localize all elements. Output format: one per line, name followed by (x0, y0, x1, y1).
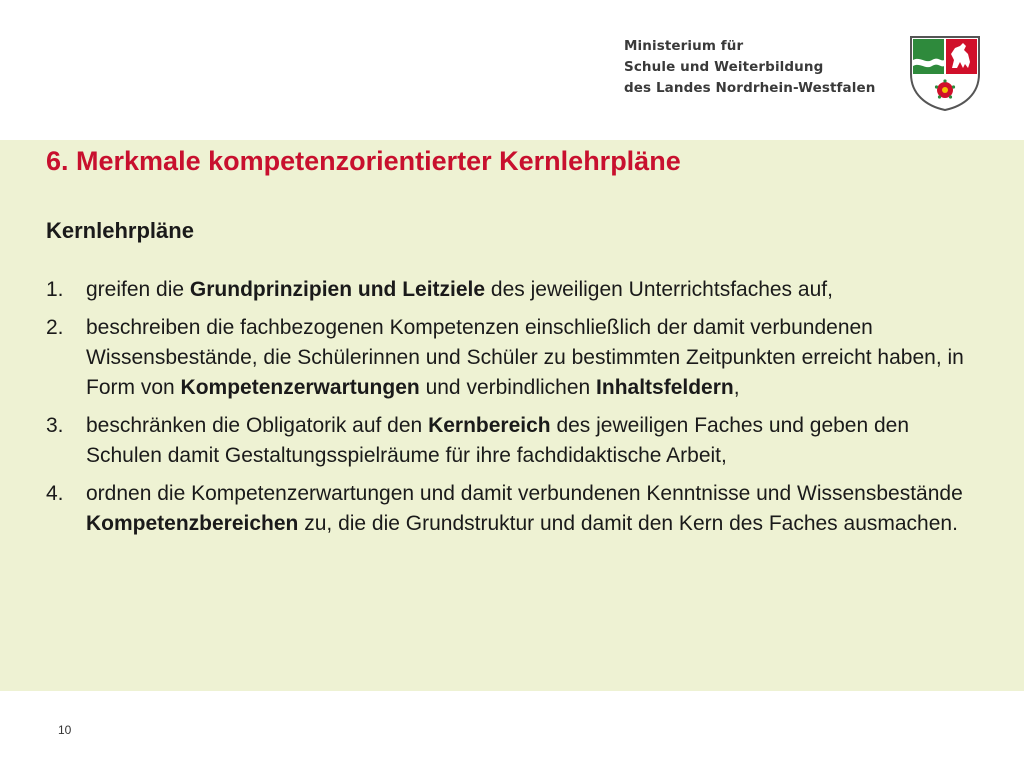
item-bold-term: Grundprinzipien und Leitziele (189, 278, 486, 301)
item-number: 3. (46, 414, 64, 437)
item-text (86, 479, 976, 539)
item-number: 1. (46, 278, 64, 301)
item-text-part: , (733, 376, 740, 399)
item-bold-term: Kernbereich (428, 414, 551, 437)
slide-header (0, 0, 1024, 140)
item-text-part: zu, die die Grundstruktur und damit den Kern des Faches ausmachen. (298, 512, 958, 535)
item-bold-term: Kompetenzerwartungen (180, 376, 420, 399)
nrw-coat-of-arms-icon (908, 34, 982, 112)
ministry-name (624, 36, 875, 99)
item-text-part: beschränken die Obligatorik auf den (86, 414, 429, 437)
item-list (46, 275, 976, 547)
page-number: 10 (58, 723, 72, 737)
item-bold-term: Inhaltsfeldern (596, 376, 734, 399)
list-item-4 (46, 479, 976, 539)
item-text-part: und verbindlichen (419, 376, 597, 399)
item-text-part: des jeweiligen Faches und geben den Schulen damit Gestaltungsspielräume für ihre fachdidaktische Arbeit, (86, 414, 910, 467)
ministry-line-1: Ministerium für (624, 38, 744, 54)
ministry-line-2: Schule und Weiterbildung (624, 59, 824, 75)
item-text (86, 411, 976, 471)
item-number: 2. (46, 316, 64, 339)
item-text (86, 313, 976, 403)
section-heading: Kernlehrpläne (46, 218, 194, 243)
item-bold-term: Kompetenzbereichen (86, 512, 299, 535)
ministry-line-3: des Landes Nordrhein-Westfalen (624, 80, 876, 96)
item-text-part: greifen die (86, 278, 190, 301)
item-text (86, 275, 976, 305)
list-item-2 (46, 313, 976, 403)
item-text-part: ordnen die Kompetenzerwartungen und damit verbundenen Kenntnisse und Wissensbestände (86, 482, 963, 505)
list-item-1 (46, 275, 976, 305)
item-number: 4. (46, 482, 64, 505)
item-text-part: des jeweiligen Unterrichtsfaches auf, (485, 278, 833, 301)
list-item-3 (46, 411, 976, 471)
slide-title: 6. Merkmale kompetenzorientierter Kernlehrpläne (46, 146, 681, 176)
item-text-part: beschreiben die fachbezogenen Kompetenzen einschließlich der damit verbundenen Wissensbestände, die Schülerinnen und Schüler zu bestimmten Zeitpunkten erreicht haben, in Form von (86, 316, 964, 399)
